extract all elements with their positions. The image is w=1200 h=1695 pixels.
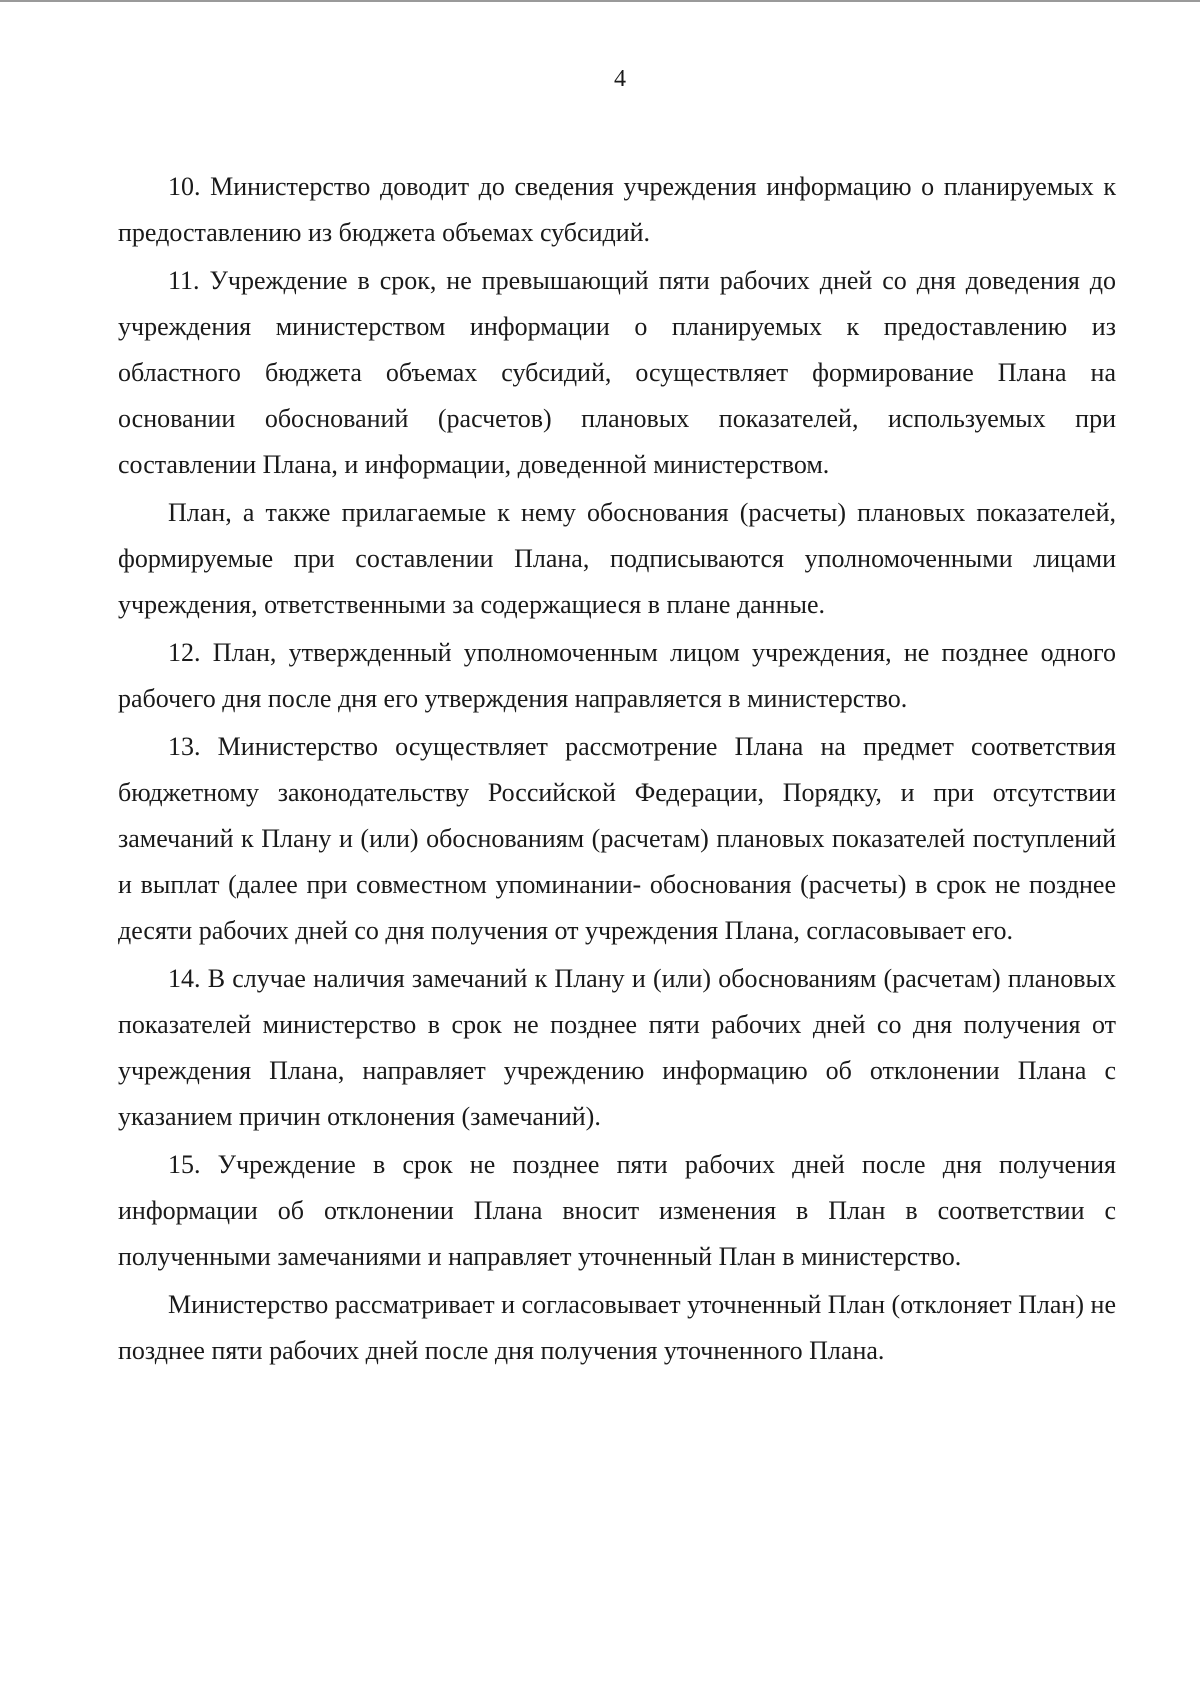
paragraph-item-12: 12. План, утвержденный уполномоченным лицом учреждения, не позднее одного рабочего дня после дня его утверждения направляется в министерство. (118, 638, 1116, 713)
paragraph-plan-signing: План, а также прилагаемые к нему обоснования (расчеты) плановых показателей, формируемые при составлении Плана, подписываются уполномоченными лицами учреждения, ответственными за содержащиеся в плане данные. (118, 498, 1116, 619)
page-top-border (0, 0, 1200, 2)
paragraph-item-15: 15. Учреждение в срок не позднее пяти рабочих дней после дня получения информации об отклонении Плана вносит изменения в План в соответствии с полученными замечаниями и направляет уточненный План в министерство. (118, 1150, 1116, 1271)
page-number: 4 (614, 66, 626, 92)
paragraph-item-14: 14. В случае наличия замечаний к Плану и (или) обоснованиям (расчетам) плановых показателей министерство в срок не позднее пяти рабочих дней со дня получения от учреждения Плана, направляет учреждению информацию об отклонении Плана с указанием причин отклонения (замечаний). (118, 964, 1116, 1131)
paragraph-item-11: 11. Учреждение в срок, не превышающий пяти рабочих дней со дня доведения до учреждения министерством информации о планируемых к предоставлению из областного бюджета объемах субсидий, осуществляет формирование Плана на основании обоснований (расчетов) плановых показателей, используемых при составлении Плана, и информации, доведенной министерством. (118, 266, 1116, 479)
paragraph-item-10: 10. Министерство доводит до сведения учреждения информацию о планируемых к предоставлению из бюджета объемах субсидий. (118, 172, 1116, 247)
paragraph-item-13: 13. Министерство осуществляет рассмотрение Плана на предмет соответствия бюджетному законодательству Российской Федерации, Порядку, и при отсутствии замечаний к Плану и (или) обоснованиям (расчетам) плановых показателей поступлений и выплат (далее при совместном упоминании- обоснования (расчеты) в срок не позднее десяти рабочих дней со дня получения от учреждения Плана, согласовывает его. (118, 732, 1116, 945)
document-body (118, 164, 1116, 1376)
paragraph-ministry-review: Министерство рассматривает и согласовывает уточненный План (отклоняет План) не позднее пяти рабочих дней после дня получения уточненного Плана. (118, 1290, 1116, 1365)
